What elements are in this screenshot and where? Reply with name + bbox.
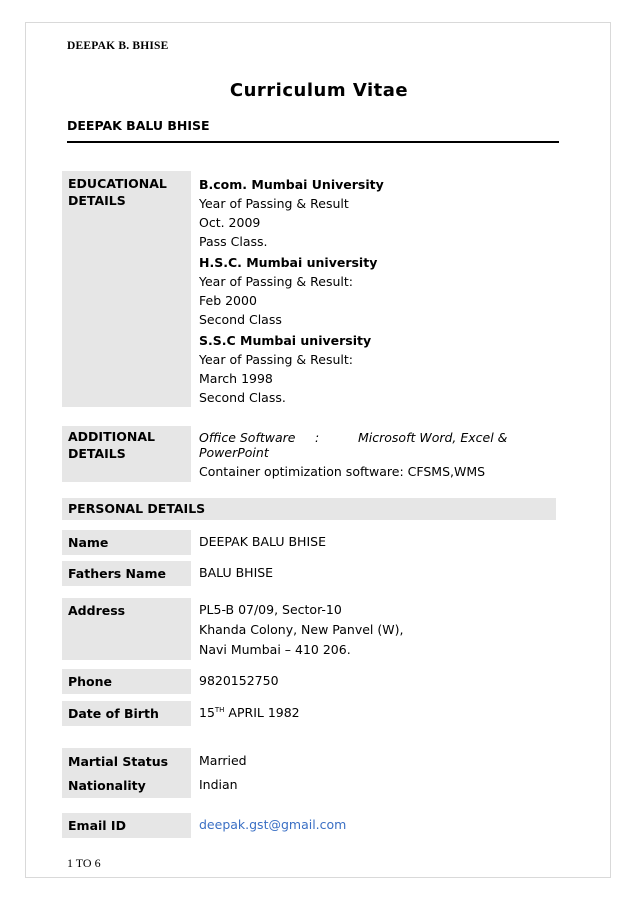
office-software-label: Office Software bbox=[199, 430, 296, 445]
dob-day: 15 bbox=[199, 705, 215, 720]
marital-status-value: Married bbox=[199, 753, 247, 768]
education-entry-line: Oct. 2009 bbox=[199, 215, 261, 230]
education-entry-heading: H.S.C. Mumbai university bbox=[199, 255, 378, 270]
education-label bbox=[68, 175, 167, 209]
nationality-label: Nationality bbox=[68, 778, 146, 793]
education-label-line2: DETAILS bbox=[68, 193, 126, 208]
page-indicator: 1 TO 6 bbox=[67, 856, 101, 870]
office-software-value-cont: PowerPoint bbox=[199, 445, 269, 460]
document-title: Curriculum Vitae bbox=[229, 80, 409, 101]
email-label: Email ID bbox=[68, 818, 126, 833]
education-label-line1: EDUCATIONAL bbox=[68, 176, 167, 191]
name-value: DEEPAK BALU BHISE bbox=[199, 534, 326, 549]
address-line: Navi Mumbai – 410 206. bbox=[199, 642, 351, 657]
address-line: PL5-B 07/09, Sector-10 bbox=[199, 602, 342, 617]
address-line: Khanda Colony, New Panvel (W), bbox=[199, 622, 404, 637]
marital-status-label: Martial Status bbox=[68, 754, 169, 769]
phone-label: Phone bbox=[68, 674, 113, 689]
full-name-heading: DEEPAK BALU BHISE bbox=[67, 118, 210, 133]
dob-day-suffix: TH bbox=[214, 705, 225, 714]
education-entry-heading: S.S.C Mumbai university bbox=[199, 333, 372, 348]
education-entry-line: Year of Passing & Result: bbox=[199, 274, 353, 289]
heading-rule bbox=[67, 141, 559, 143]
name-label: Name bbox=[68, 535, 109, 550]
nationality-value: Indian bbox=[199, 777, 238, 792]
fathers-name-label: Fathers Name bbox=[68, 566, 166, 581]
education-entry-line: Pass Class. bbox=[199, 234, 268, 249]
personal-section-title: PERSONAL DETAILS bbox=[68, 501, 206, 516]
education-entry-line: March 1998 bbox=[199, 371, 273, 386]
additional-label-line2: DETAILS bbox=[68, 446, 126, 461]
container-software-line: Container optimization software: CFSMS,WMS bbox=[199, 464, 486, 479]
running-header-name: DEEPAK B. BHISE bbox=[67, 40, 169, 52]
education-entry-line: Year of Passing & Result: bbox=[199, 352, 353, 367]
education-entry-line: Year of Passing & Result bbox=[199, 196, 349, 211]
phone-value: 9820152750 bbox=[199, 673, 279, 688]
education-entry-line: Feb 2000 bbox=[199, 293, 257, 308]
dob-value bbox=[199, 703, 300, 722]
additional-label bbox=[68, 428, 155, 462]
email-link[interactable]: deepak.gst@gmail.com bbox=[199, 817, 347, 832]
dob-month-year: APRIL 1982 bbox=[224, 705, 300, 720]
education-entry-line: Second Class bbox=[199, 312, 282, 327]
address-label: Address bbox=[68, 603, 126, 618]
office-software-separator: : bbox=[315, 430, 320, 445]
office-software-value: Microsoft Word, Excel & bbox=[358, 430, 508, 445]
education-entry-heading: B.com. Mumbai University bbox=[199, 177, 384, 192]
additional-label-line1: ADDITIONAL bbox=[68, 429, 155, 444]
fathers-name-value: BALU BHISE bbox=[199, 565, 274, 580]
education-entry-line: Second Class. bbox=[199, 390, 286, 405]
dob-label: Date of Birth bbox=[68, 706, 159, 721]
